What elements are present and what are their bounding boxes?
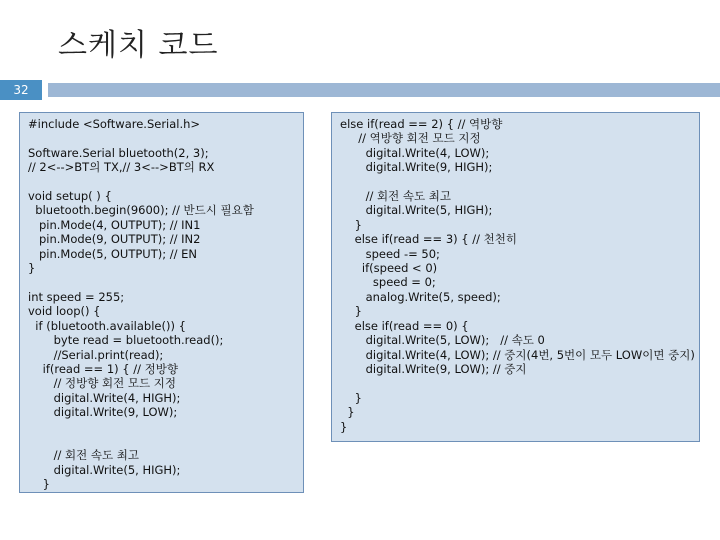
code-line: digital.Write(5, HIGH); <box>340 203 493 218</box>
code-line: } <box>28 477 50 492</box>
code-line: analog.Write(5, speed); <box>340 289 501 304</box>
code-line: else if(read == 3) { // 천천히 <box>340 232 517 247</box>
code-line: byte read = bluetooth.read(); <box>28 333 224 348</box>
page-number-badge: 32 <box>0 80 42 100</box>
code-line: digital.Write(5, LOW); // 속도 0 <box>340 333 545 348</box>
code-line <box>28 175 295 189</box>
code-line: if (bluetooth.available()) { <box>28 318 186 333</box>
code-line: // 회전 속도 최고 <box>340 189 451 204</box>
code-line: Software.Serial bluetooth(2, 3); <box>28 145 209 160</box>
code-line: bluetooth.begin(9600); // 반드시 필요함 <box>28 203 254 218</box>
code-box-right <box>331 112 700 442</box>
code-line <box>340 376 691 390</box>
header-bar <box>48 83 720 97</box>
code-line: // 2<-->BT의 TX,// 3<-->BT의 RX <box>28 160 215 175</box>
code-line <box>28 420 295 434</box>
code-line: pin.Mode(4, OUTPUT); // IN1 <box>28 217 201 232</box>
code-line: } <box>340 304 362 319</box>
code-line: speed -= 50; <box>340 246 440 261</box>
slide-title: 스케치 코드 <box>58 28 219 63</box>
code-block-left <box>28 117 295 492</box>
code-line: digital.Write(9, LOW); // 중지 <box>340 361 527 376</box>
code-line: digital.Write(4, LOW); // 중지(4번, 5번이 모두 LOW이면 중지) <box>340 347 695 362</box>
code-line: else if(read == 2) { // 역방향 <box>340 117 503 131</box>
code-line: pin.Mode(9, OUTPUT); // IN2 <box>28 232 201 247</box>
code-line <box>340 175 691 189</box>
code-line: } <box>340 390 362 405</box>
code-line: #include <Software.Serial.h> <box>28 117 201 131</box>
code-line: } <box>340 419 348 434</box>
code-line: void loop() { <box>28 304 101 319</box>
code-line: void setup( ) { <box>28 189 112 204</box>
code-line: digital.Write(9, HIGH); <box>340 160 493 175</box>
code-line: speed = 0; <box>340 275 436 290</box>
code-line: // 정방향 회전 모드 지정 <box>28 376 176 391</box>
code-line: else if(read == 0) { <box>340 318 469 333</box>
code-block-right <box>340 117 695 434</box>
code-line <box>28 434 295 448</box>
code-line <box>28 275 295 289</box>
code-line: if(read == 1) { // 정방향 <box>28 361 178 376</box>
code-line: digital.Write(4, HIGH); <box>28 390 181 405</box>
code-line: digital.Write(5, HIGH); <box>28 462 181 477</box>
code-line: digital.Write(4, LOW); <box>340 145 490 160</box>
code-line: int speed = 255; <box>28 289 125 304</box>
code-line: pin.Mode(5, OUTPUT); // EN <box>28 246 198 261</box>
code-line: } <box>28 261 36 276</box>
code-line: // 역방향 회전 모드 지정 <box>340 131 481 146</box>
code-box-left <box>19 112 304 493</box>
code-line: } <box>340 217 362 232</box>
code-line: //Serial.print(read); <box>28 347 164 362</box>
code-line: } <box>340 405 355 420</box>
code-line: if(speed < 0) <box>340 261 438 276</box>
code-line <box>28 131 295 145</box>
code-line: digital.Write(9, LOW); <box>28 405 178 420</box>
code-line: // 회전 속도 최고 <box>28 448 139 463</box>
